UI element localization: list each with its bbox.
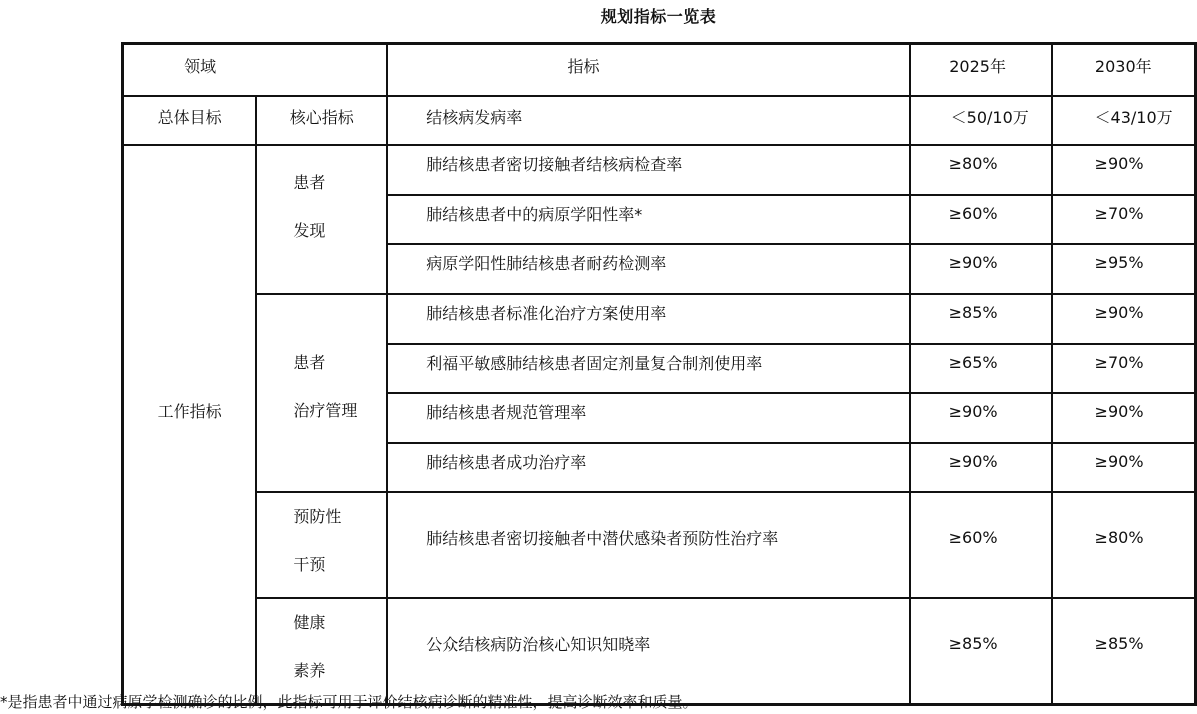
indicator-cell: 肺结核患者中的病原学阳性率* — [387, 195, 909, 244]
planning-indicator-table — [121, 42, 1197, 706]
indicator-cell: 利福平敏感肺结核患者固定剂量复合制剂使用率 — [387, 344, 909, 393]
value-2030: ＜43/10万 — [1052, 96, 1196, 145]
category-health-literacy — [256, 598, 387, 705]
indicator-cell: 公众结核病防治核心知识知晓率 — [387, 598, 909, 705]
indicator-cell: 病原学阳性肺结核患者耐药检测率 — [387, 244, 909, 294]
value-2030: ≥95% — [1052, 244, 1196, 294]
table-title: 规划指标一览表 — [600, 7, 717, 26]
indicator-cell: 肺结核患者密切接触者中潜伏感染者预防性治疗率 — [387, 492, 909, 598]
value-2025: ≥85% — [910, 294, 1052, 344]
indicator-cell: 肺结核患者标准化治疗方案使用率 — [387, 294, 909, 344]
domain-overall: 总体目标 — [123, 96, 257, 145]
value-2030: ≥70% — [1052, 344, 1196, 393]
category-line: 患者 — [293, 173, 326, 192]
category-patient-treatment — [256, 294, 387, 492]
header-domain: 领域 — [123, 44, 388, 96]
category-line: 健康 — [293, 612, 326, 632]
header-2025: 2025年 — [910, 44, 1052, 96]
category-preventive-intervention — [256, 492, 387, 598]
value-2030: ≥80% — [1052, 492, 1196, 598]
value-2025: ≥60% — [910, 195, 1052, 244]
value-2025: ≥60% — [910, 492, 1052, 598]
category-line: 素养 — [293, 660, 326, 680]
category-patient-discovery — [256, 145, 387, 294]
value-2030: ≥90% — [1052, 443, 1196, 492]
value-2025: ≥85% — [910, 598, 1052, 705]
header-indicator: 指标 — [387, 44, 909, 96]
domain-work: 工作指标 — [123, 145, 257, 705]
category-core: 核心指标 — [256, 96, 387, 145]
value-2030: ≥85% — [1052, 598, 1196, 705]
value-2025: ≥90% — [910, 393, 1052, 443]
value-2025: ＜50/10万 — [910, 96, 1052, 145]
value-2030: ≥70% — [1052, 195, 1196, 244]
value-2030: ≥90% — [1052, 393, 1196, 443]
value-2025: ≥65% — [910, 344, 1052, 393]
value-2025: ≥80% — [910, 145, 1052, 195]
header-2030: 2030年 — [1052, 44, 1196, 96]
value-2025: ≥90% — [910, 443, 1052, 492]
category-line: 干预 — [293, 554, 326, 574]
footnote: *是指患者中通过病原学检测确诊的比例，此指标可用于评价结核病诊断的精准性，提高诊断效率和质量。 — [0, 693, 698, 711]
category-line: 患者 — [293, 352, 326, 372]
indicator-cell: 结核病发病率 — [387, 96, 909, 145]
category-line: 发现 — [293, 221, 326, 240]
category-line: 治疗管理 — [293, 400, 358, 420]
indicator-cell: 肺结核患者规范管理率 — [387, 393, 909, 443]
category-line: 预防性 — [293, 506, 342, 526]
value-2030: ≥90% — [1052, 294, 1196, 344]
value-2030: ≥90% — [1052, 145, 1196, 195]
value-2025: ≥90% — [910, 244, 1052, 294]
indicator-cell: 肺结核患者成功治疗率 — [387, 443, 909, 492]
indicator-cell: 肺结核患者密切接触者结核病检查率 — [387, 145, 909, 195]
